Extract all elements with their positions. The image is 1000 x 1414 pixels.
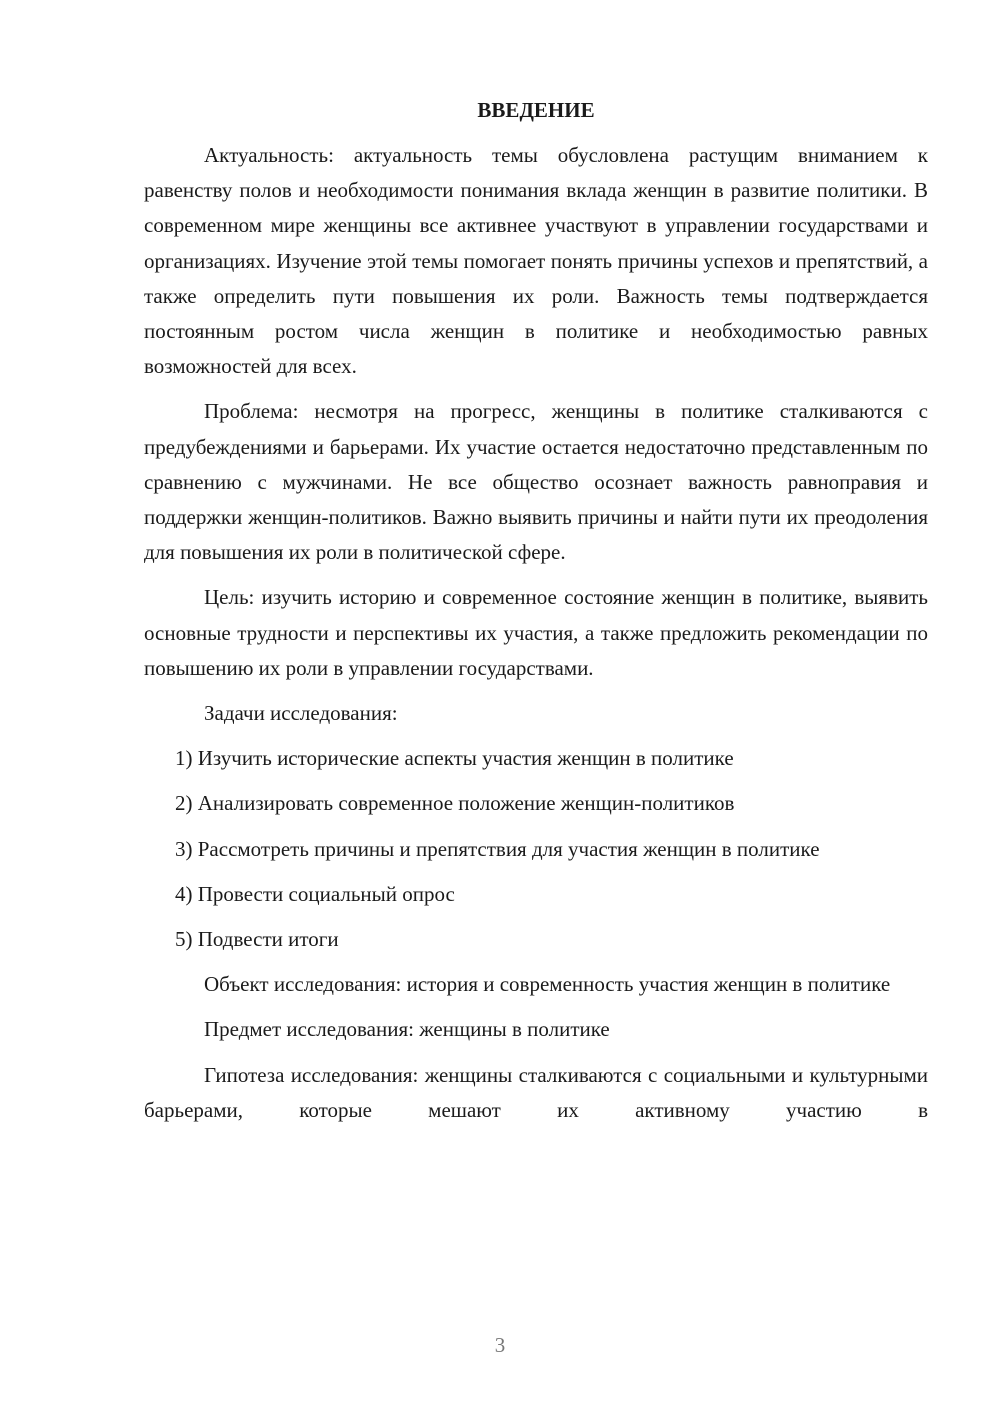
tasks-label: Задачи исследования: bbox=[204, 701, 398, 726]
section-title: ВВЕДЕНИЕ bbox=[477, 98, 595, 122]
task-item-5: 5) Подвести итоги bbox=[175, 927, 339, 952]
task-item-3: 3) Рассмотреть причины и препятствия для участия женщин в политике bbox=[175, 836, 820, 861]
document-page bbox=[144, 92, 928, 1138]
problem-paragraph: Проблема: несмотря на прогресс, женщины в политике сталкиваются с предубеждениями и барьерами. Их участие остается недостаточно представленным по сравнению с мужчинами. Не все общество осознает важность равноправия и поддержки женщин-политиков. Важно выявить причины и найти пути их преодоления для повышения их роли в политической сфере. bbox=[144, 399, 928, 565]
hypothesis-paragraph: Гипотеза исследования: женщины сталкиваются с социальными и культурными барьерами, которые мешают их активному участию в bbox=[144, 1062, 928, 1122]
object-paragraph: Объект исследования: история и современность участия женщин в политике bbox=[204, 972, 891, 997]
task-item-4: 4) Провести социальный опрос bbox=[175, 881, 455, 906]
page-number: 3 bbox=[494, 1333, 506, 1357]
goal-paragraph: Цель: изучить историю и современное состояние женщин в политике, выявить основные трудности и перспективы их участия, а также предложить рекомендации по повышению их роли в управлении государствами. bbox=[144, 585, 928, 680]
task-item-2: 2) Анализировать современное положение женщин-политиков bbox=[175, 791, 735, 816]
subject-paragraph: Предмет исследования: женщины в политике bbox=[204, 1017, 610, 1042]
task-item-1: 1) Изучить исторические аспекты участия женщин в политике bbox=[175, 746, 734, 771]
relevance-paragraph: Актуальность: актуальность темы обусловлена растущим вниманием к равенству полов и необходимости понимания вклада женщин в развитие политики. В современном мире женщины все активнее участвуют в управлении государствами и организациях. Изучение этой темы помогает понять причины успехов и препятствий, а также определить пути повышения их роли. Важность темы подтверждается постоянным ростом числа женщин в политике и необходимостью равных возможностей для всех. bbox=[144, 143, 928, 379]
